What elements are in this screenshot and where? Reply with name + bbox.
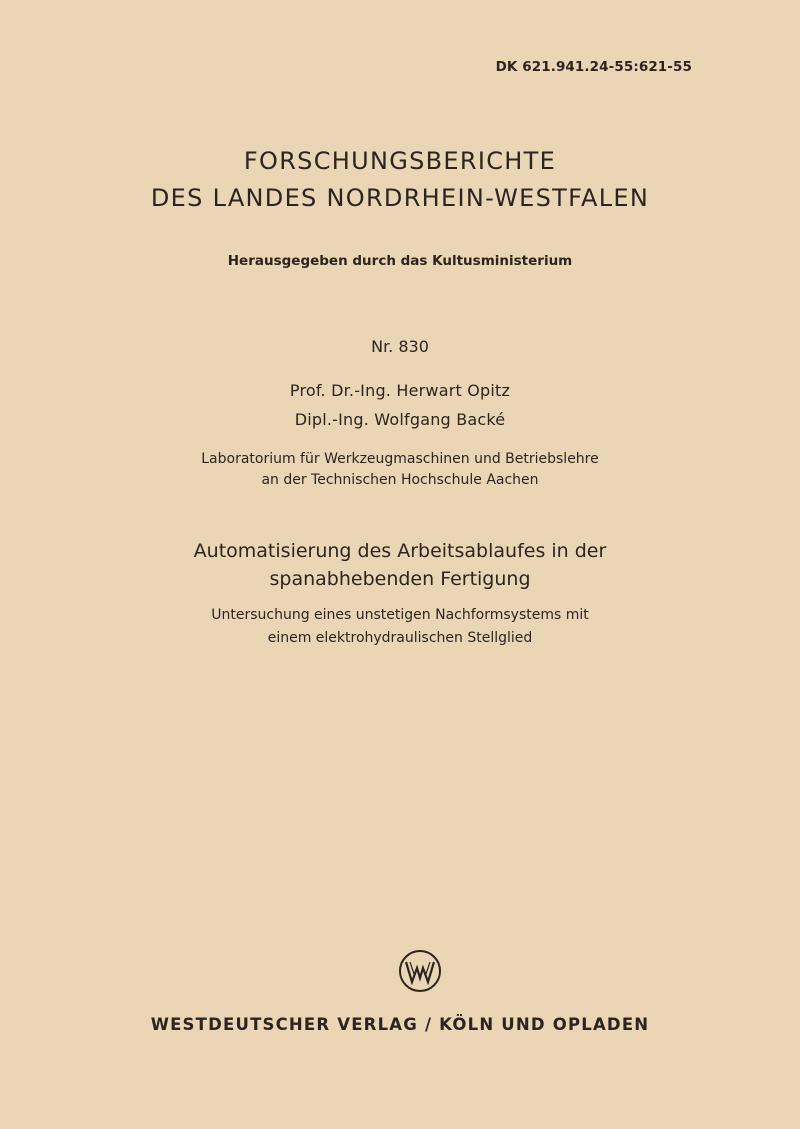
volume-number: Nr. 830 [371, 337, 429, 356]
author-2: Dipl.-Ing. Wolfgang Backé [294, 410, 506, 429]
book-subtitle-line-1: Untersuchung eines unstetigen Nachformsystems mit [211, 607, 589, 623]
series-title-line-1: FORSCHUNGSBERICHTE [243, 147, 557, 175]
classification-code: DK 621.941.24-55:621-55 [495, 59, 692, 75]
book-title-line-2: spanabhebenden Fertigung [269, 568, 531, 590]
author-1: Prof. Dr.-Ing. Herwart Opitz [289, 381, 511, 400]
book-title-line-1: Automatisierung des Arbeitsablaufes in der [193, 540, 607, 562]
series-title-line-2: DES LANDES NORDRHEIN-WESTFALEN [150, 184, 650, 212]
institution-line-2: an der Technischen Hochschule Aachen [261, 472, 539, 488]
circle-w-publisher-logo-icon [398, 949, 442, 993]
book-subtitle-line-2: einem elektrohydraulischen Stellglied [267, 630, 533, 646]
publisher-imprint: WESTDEUTSCHER VERLAG / KÖLN UND OPLADEN [150, 1015, 650, 1034]
editor-note: Herausgegeben durch das Kultusministerium [227, 253, 573, 269]
institution-line-1: Laboratorium für Werkzeugmaschinen und Betriebslehre [201, 451, 599, 467]
